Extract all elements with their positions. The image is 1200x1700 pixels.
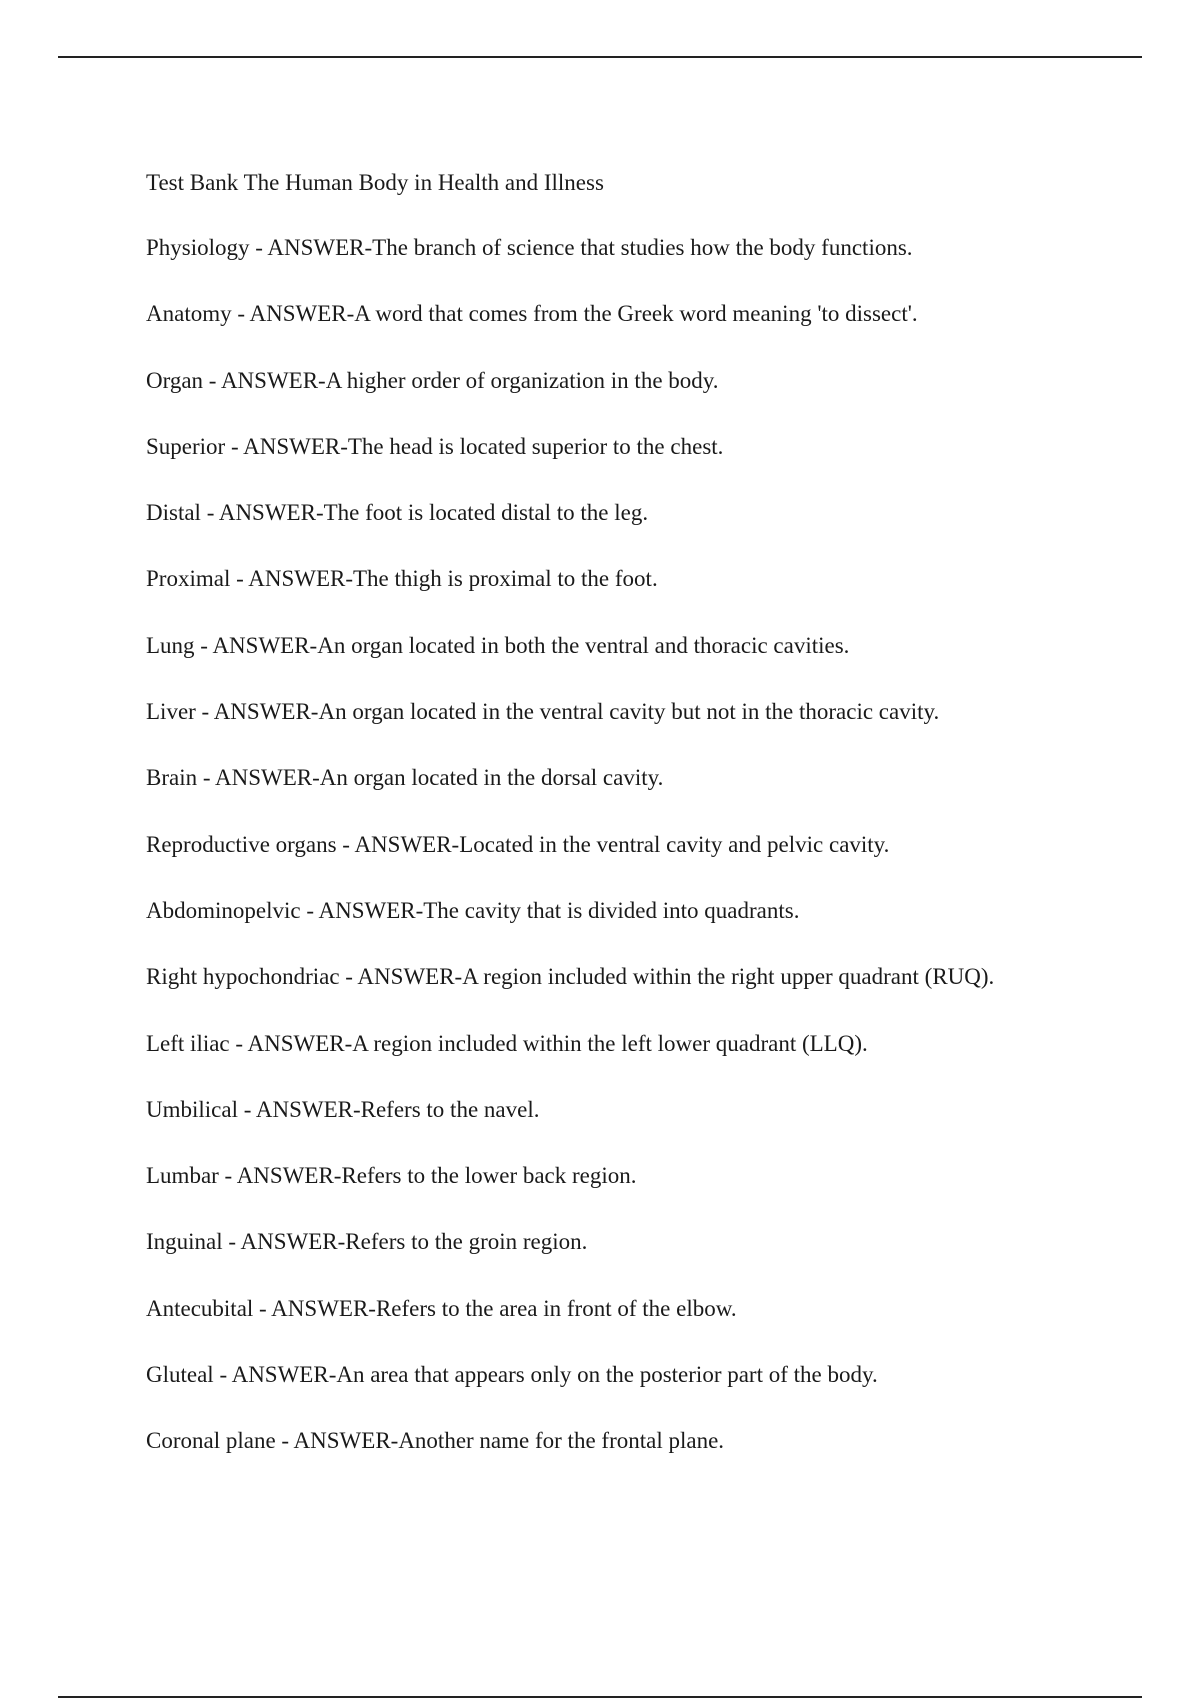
qa-item: Inguinal - ANSWER-Refers to the groin region. <box>146 1229 588 1255</box>
qa-item: Umbilical - ANSWER-Refers to the navel. <box>146 1096 540 1122</box>
qa-item: Liver - ANSWER-An organ located in the ventral cavity but not in the thoracic cavity. <box>146 699 940 725</box>
qa-item: Organ - ANSWER-A higher order of organization in the body. <box>146 367 719 393</box>
qa-item: Proximal - ANSWER-The thigh is proximal to the foot. <box>146 566 658 592</box>
qa-item: Left iliac - ANSWER-A region included within the left lower quadrant (LLQ). <box>146 1030 868 1056</box>
qa-item: Lung - ANSWER-An organ located in both the ventral and thoracic cavities. <box>146 632 850 658</box>
qa-item: Brain - ANSWER-An organ located in the dorsal cavity. <box>146 765 664 791</box>
header-divider <box>58 56 1142 58</box>
qa-item: Physiology - ANSWER-The branch of science that studies how the body functions. <box>146 235 913 260</box>
qa-item: Gluteal - ANSWER-An area that appears only on the posterior part of the body. <box>146 1362 878 1388</box>
qa-item: Distal - ANSWER-The foot is located distal to the leg. <box>146 500 649 526</box>
footer-divider <box>58 1696 1142 1698</box>
document-body <box>146 168 1146 1493</box>
qa-list <box>146 233 1146 1456</box>
qa-item: Coronal plane - ANSWER-Another name for the frontal plane. <box>146 1428 725 1454</box>
qa-item: Lumbar - ANSWER-Refers to the lower back region. <box>146 1163 637 1189</box>
document-title: Test Bank The Human Body in Health and Illness <box>146 170 604 195</box>
qa-item: Reproductive organs - ANSWER-Located in the ventral cavity and pelvic cavity. <box>146 831 890 857</box>
qa-item: Antecubital - ANSWER-Refers to the area in front of the elbow. <box>146 1295 737 1321</box>
qa-item: Superior - ANSWER-The head is located superior to the chest. <box>146 433 724 459</box>
qa-item: Abdominopelvic - ANSWER-The cavity that is divided into quadrants. <box>146 897 800 923</box>
qa-item: Right hypochondriac - ANSWER-A region included within the right upper quadrant (RUQ). <box>146 964 995 990</box>
qa-item: Anatomy - ANSWER-A word that comes from the Greek word meaning 'to dissect'. <box>146 301 918 327</box>
